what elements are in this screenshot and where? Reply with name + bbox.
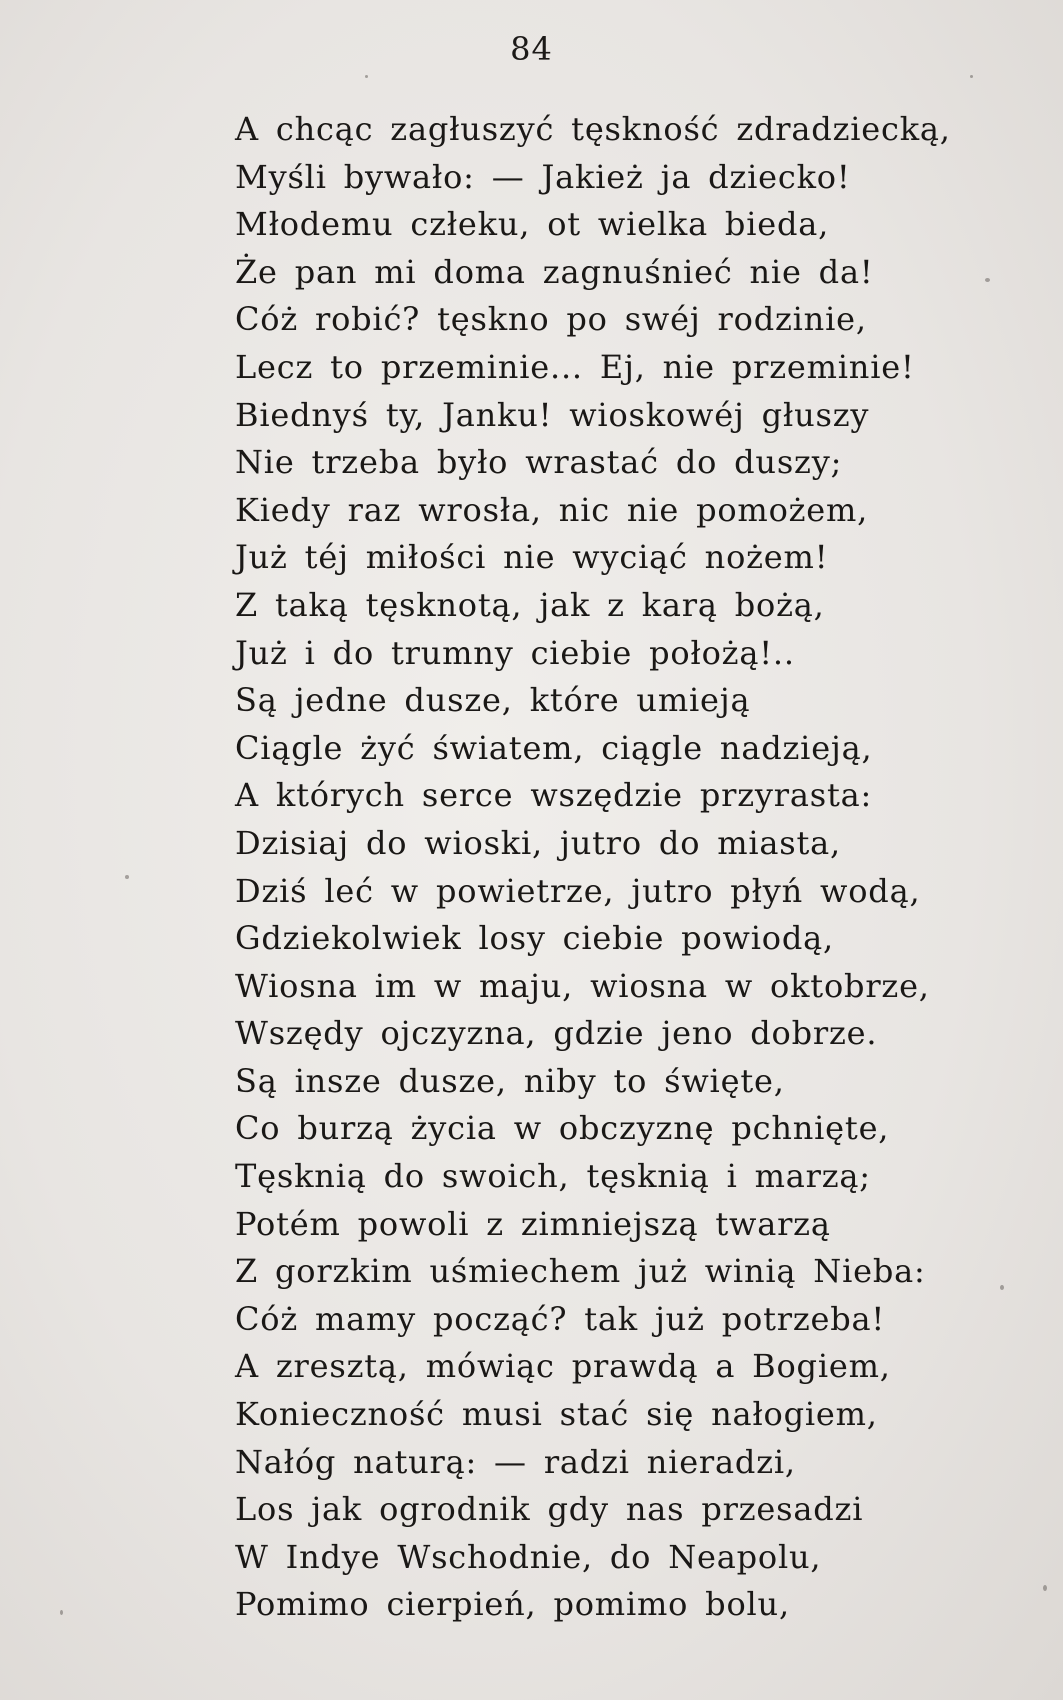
paper-speck (970, 75, 973, 78)
poem-line: Biednyś ty, Janku! wioskowéj głuszy (235, 395, 870, 434)
poem-line: Gdziekolwiek losy ciebie powiodą, (235, 919, 834, 958)
poem-line: Z gorzkim uśmiechem już winią Nieba: (235, 1252, 926, 1291)
poem-line: Młodemu człeku, ot wielka bieda, (235, 205, 830, 244)
page-number: 84 (510, 30, 553, 68)
poem-line: Potém powoli z zimniejszą twarzą (235, 1204, 831, 1243)
paper-speck (125, 875, 129, 879)
poem-line: Dziś leć w powietrze, jutro płyń wodą, (235, 871, 921, 910)
poem-line: Kiedy raz wrosła, nic nie pomożem, (235, 490, 869, 529)
poem-line: W Indye Wschodnie, do Neapolu, (235, 1537, 822, 1576)
poem-line: Są insze dusze, niby to święte, (235, 1061, 785, 1100)
paper-speck (60, 1610, 63, 1615)
poem-line: Już i do trumny ciebie położą!.. (235, 633, 795, 672)
poem-line: Są jedne dusze, które umieją (235, 681, 751, 720)
poem-line: Nie trzeba było wrastać do duszy; (235, 443, 843, 482)
paper-speck (1000, 1285, 1004, 1290)
poem-line: Ciągle żyć światem, ciągle nadzieją, (235, 728, 873, 767)
poem-line: Myśli bywało: — Jakież ja dziecko! (235, 157, 851, 196)
poem-line: Los jak ogrodnik gdy nas przesadzi (235, 1490, 864, 1529)
poem-line: A zresztą, mówiąc prawdą a Bogiem, (235, 1347, 891, 1386)
poem-line: Nałóg naturą: — radzi nieradzi, (235, 1442, 796, 1481)
poem-line: Tęsknią do swoich, tęsknią i marzą; (235, 1157, 871, 1196)
poem-line: Że pan mi doma zagnuśnieć nie da! (235, 252, 874, 291)
poem-line: A chcąc zagłuszyć tęskność zdradziecką, (235, 110, 951, 148)
poem-line: Już téj miłości nie wyciąć nożem! (235, 538, 829, 577)
paper-speck (365, 75, 368, 78)
poem-text (235, 106, 1035, 1629)
poem-line: Cóż robić? tęskno po swéj rodzinie, (235, 300, 867, 339)
poem-line: Cóż mamy począć? tak już potrzeba! (235, 1299, 886, 1338)
paper-speck (985, 278, 990, 282)
poem-line: Dzisiaj do wioski, jutro do miasta, (235, 823, 842, 862)
poem-line: Lecz to przeminie... Ej, nie przeminie! (235, 347, 915, 386)
poem-line: Co burzą życia w obczyznę pchnięte, (235, 1109, 890, 1148)
poem-line: Z taką tęsknotą, jak z karą bożą, (235, 585, 825, 624)
paper-speck (1043, 1585, 1047, 1591)
poem-line: Pomimo cierpień, pomimo bolu, (235, 1585, 790, 1624)
poem-line: Wszędy ojczyzna, gdzie jeno dobrze. (235, 1014, 878, 1053)
poem-line: Wiosna im w maju, wiosna w oktobrze, (235, 966, 930, 1005)
poem-line: Konieczność musi stać się nałogiem, (235, 1395, 878, 1434)
poem-line: A których serce wszędzie przyrasta: (235, 776, 873, 815)
